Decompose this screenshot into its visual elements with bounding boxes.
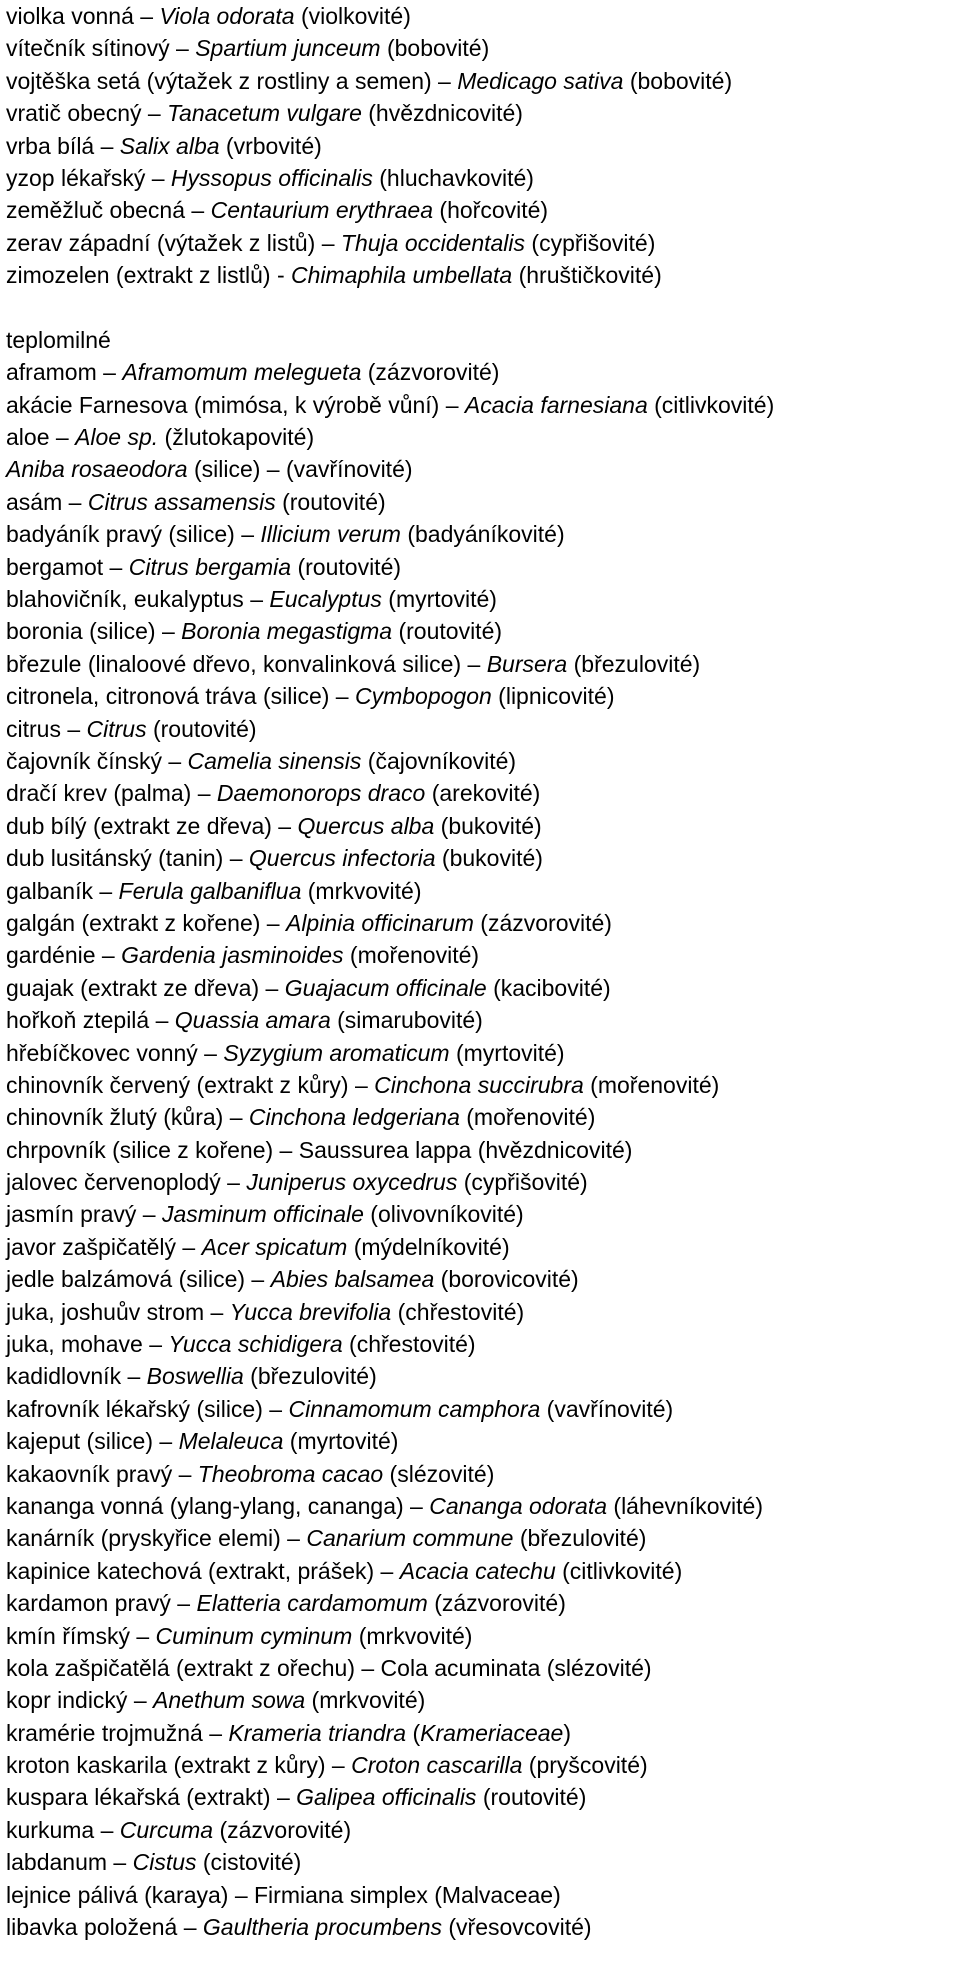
entry-text: jedle balzámová (silice) – — [6, 1266, 271, 1293]
latin-name: Quercus infectoria — [248, 845, 436, 872]
entry-text: (cistovité) — [196, 1849, 302, 1876]
entry-text: juka, mohave – — [6, 1331, 169, 1358]
entry-text: (slézovité) — [383, 1460, 495, 1487]
entry-text: blahovičník, eukalyptus – — [6, 586, 270, 613]
entry-text: kafrovník lékařský (silice) – — [6, 1395, 289, 1422]
list-item — [6, 1263, 956, 1295]
list-item — [6, 1814, 956, 1846]
list-item — [6, 1458, 956, 1490]
entry-text: bergamot – — [6, 553, 129, 580]
list-item — [6, 0, 956, 32]
latin-name: Citrus — [86, 715, 147, 742]
list-item — [6, 1231, 956, 1263]
list-item — [6, 648, 956, 680]
entry-text: březule (linaloové dřevo, konvalinková silice) – — [6, 650, 487, 677]
entry-text: (mořenovité) — [459, 1104, 596, 1131]
entry-text: ( — [406, 1719, 421, 1746]
entry-text: (zázvorovité) — [213, 1816, 352, 1843]
latin-name: Medicago sativa — [457, 67, 624, 94]
entry-text: (mořenovité) — [583, 1071, 720, 1098]
list-item — [6, 1101, 956, 1133]
list-item — [6, 907, 956, 939]
list-item — [6, 1490, 956, 1522]
latin-name: Acer spicatum — [201, 1233, 348, 1260]
latin-name: Cuminum cyminum — [155, 1622, 353, 1649]
latin-name: Centaurium erythraea — [210, 197, 434, 224]
list-item — [6, 1069, 956, 1101]
latin-name: Cananga odorata — [429, 1492, 608, 1519]
list-item — [6, 1166, 956, 1198]
entry-text: labdanum – — [6, 1849, 133, 1876]
entry-text: (routovité) — [291, 553, 402, 580]
list-item — [6, 1652, 956, 1684]
entry-text: kadidlovník – — [6, 1363, 147, 1390]
entry-text: kola zašpičatělá (extrakt z ořechu) – Cola acuminata (slézovité) — [6, 1654, 652, 1681]
entry-text: (borovicovité) — [434, 1266, 579, 1293]
list-item — [6, 777, 956, 809]
entry-text: akácie Farnesova (mimósa, k výrobě vůní) – — [6, 391, 465, 418]
entry-text: (citlivkovité) — [647, 391, 775, 418]
entry-text: kananga vonná (ylang-ylang, cananga) – — [6, 1492, 430, 1519]
entry-text: (zázvorovité) — [427, 1590, 566, 1617]
latin-name: Cinnamomum camphora — [288, 1395, 541, 1422]
latin-name: Jasminum officinale — [161, 1201, 364, 1228]
latin-name: Gardenia jasminoides — [121, 942, 344, 969]
entry-text: kanárník (pryskyřice elemi) – — [6, 1525, 307, 1552]
list-item — [6, 615, 956, 647]
entry-text: citrus – — [6, 715, 87, 742]
list-item — [6, 1393, 956, 1425]
entry-text: (citlivkovité) — [555, 1557, 683, 1584]
entry-text: chinovník žlutý (kůra) – — [6, 1104, 249, 1131]
entry-text: vojtěška setá (výtažek z rostliny a semen) – — [6, 67, 458, 94]
list-item — [6, 194, 956, 226]
list-item — [6, 583, 956, 615]
latin-name: Citrus assamensis — [87, 488, 276, 515]
list-item — [6, 810, 956, 842]
entry-text: kurkuma – — [6, 1816, 120, 1843]
entry-text: libavka položená – — [6, 1914, 203, 1941]
entry-text: zerav západní (výtažek z listů) – — [6, 229, 341, 256]
list-item — [6, 1004, 956, 1036]
entry-text: (bobovité) — [380, 35, 490, 62]
list-item — [6, 1879, 956, 1911]
entry-text: aframom – — [6, 359, 123, 386]
entry-text: hořkoň ztepilá – — [6, 1007, 175, 1034]
entry-text: (arekovité) — [425, 780, 541, 807]
latin-name: Aframomum melegueta — [122, 359, 362, 386]
list-item — [6, 1749, 956, 1781]
list-item — [6, 518, 956, 550]
entry-text: jalovec červenoplodý – — [6, 1169, 247, 1196]
entry-text: kajeput (silice) – — [6, 1428, 179, 1455]
entry-text: (březulovité) — [567, 650, 701, 677]
list-item — [6, 1781, 956, 1813]
entry-text: (myrtovité) — [283, 1428, 399, 1455]
latin-name: Anethum sowa — [153, 1687, 306, 1714]
entry-text: kroton kaskarila (extrakt z kůry) – — [6, 1752, 352, 1779]
entry-list-top — [6, 0, 956, 292]
entry-text: kakaovník pravý – — [6, 1460, 198, 1487]
entry-text: (vavřínovité) — [540, 1395, 674, 1422]
entry-text: gardénie – — [6, 942, 122, 969]
entry-text: (chřestovité) — [391, 1298, 525, 1325]
entry-text: juka, joshuův strom – — [6, 1298, 230, 1325]
list-item — [6, 389, 956, 421]
entry-text: (mrkvovité) — [301, 877, 422, 904]
latin-name: Yucca brevifolia — [229, 1298, 392, 1325]
entry-text: (olivovníkovité) — [363, 1201, 524, 1228]
list-item — [6, 1425, 956, 1457]
entry-text: dub bílý (extrakt ze dřeva) – — [6, 812, 298, 839]
entry-text: (mořenovité) — [343, 942, 480, 969]
entry-text: zeměžluč obecná – — [6, 197, 211, 224]
list-item — [6, 453, 956, 485]
entry-text: čajovník čínský – — [6, 747, 188, 774]
list-item — [6, 32, 956, 64]
entry-text: (bukovité) — [435, 845, 543, 872]
entry-text: (routovité) — [392, 618, 503, 645]
entry-text: (cypřišovité) — [525, 229, 656, 256]
entry-text: (mrkvovité) — [305, 1687, 426, 1714]
entry-text: chinovník červený (extrakt z kůry) – — [6, 1071, 375, 1098]
entry-text: galgán (extrakt z kořene) – — [6, 909, 286, 936]
latin-name: Cistus — [132, 1849, 197, 1876]
entry-text: (silice) – (vavřínovité) — [187, 456, 413, 483]
latin-name: Galipea officinalis — [296, 1784, 477, 1811]
list-item — [6, 1846, 956, 1878]
latin-name: Gaultheria procumbens — [202, 1914, 442, 1941]
latin-name: Guajacum officinale — [284, 974, 487, 1001]
entry-text: (pryšcovité) — [522, 1752, 648, 1779]
entry-text: ) — [563, 1719, 572, 1746]
latin-name: Aloe sp. — [75, 424, 159, 451]
latin-name: Boronia megastigma — [181, 618, 393, 645]
latin-name: Krameriaceae — [420, 1719, 564, 1746]
entry-text: vratič obecný – — [6, 100, 168, 127]
entry-text: (violkovité) — [294, 3, 411, 29]
latin-name: Croton cascarilla — [351, 1752, 523, 1779]
entry-text: violka vonná – — [6, 3, 160, 29]
entry-text: (hruštičkovité) — [512, 262, 662, 289]
latin-name: Yucca schidigera — [168, 1331, 343, 1358]
latin-name: Ferula galbaniflua — [118, 877, 302, 904]
latin-name: Melaleuca — [178, 1428, 284, 1455]
entry-list-teplomilne — [6, 356, 956, 1943]
list-item — [6, 1717, 956, 1749]
list-item — [6, 97, 956, 129]
latin-name: Theobroma cacao — [197, 1460, 384, 1487]
latin-name: Viola odorata — [159, 3, 295, 29]
entry-text: (cypřišovité) — [457, 1169, 588, 1196]
entry-text: (žlutokapovité) — [158, 424, 315, 451]
entry-text: jasmín pravý – — [6, 1201, 162, 1228]
list-item — [6, 680, 956, 712]
list-item — [6, 1134, 956, 1166]
entry-text: (zázvorovité) — [361, 359, 500, 386]
list-item — [6, 1360, 956, 1392]
latin-name: Cymbopogon — [354, 683, 492, 710]
latin-name: Camelia sinensis — [187, 747, 362, 774]
entry-text: galbaník – — [6, 877, 119, 904]
latin-name: Tanacetum vulgare — [167, 100, 362, 127]
entry-text: dračí krev (palma) – — [6, 780, 217, 807]
latin-name: Elatteria cardamomum — [196, 1590, 428, 1617]
list-item — [6, 713, 956, 745]
entry-text: guajak (extrakt ze dřeva) – — [6, 974, 285, 1001]
entry-text: (lipnicovité) — [491, 683, 615, 710]
entry-text: (vřesovcovité) — [442, 1914, 592, 1941]
list-item — [6, 1198, 956, 1230]
entry-text: (mrkvovité) — [352, 1622, 473, 1649]
latin-name: Thuja occidentalis — [340, 229, 526, 256]
list-item — [6, 1296, 956, 1328]
entry-text: kapinice katechová (extrakt, prášek) – — [6, 1557, 400, 1584]
latin-name: Salix alba — [119, 132, 220, 159]
latin-name: Aniba rosaeodora — [6, 456, 188, 483]
latin-name: Syzygium aromaticum — [223, 1039, 450, 1066]
entry-text: (březulovité) — [513, 1525, 647, 1552]
list-item — [6, 356, 956, 388]
latin-name: Chimaphila umbellata — [291, 262, 513, 289]
entry-text: chrpovník (silice z kořene) – Saussurea lappa (hvězdnicovité) — [6, 1136, 633, 1163]
entry-text: kuspara lékařská (extrakt) – — [6, 1784, 297, 1811]
list-item — [6, 1328, 956, 1360]
latin-name: Quercus alba — [297, 812, 435, 839]
entry-text: badyáník pravý (silice) – — [6, 521, 261, 548]
latin-name: Acacia farnesiana — [464, 391, 648, 418]
list-item — [6, 65, 956, 97]
list-item — [6, 842, 956, 874]
list-item — [6, 130, 956, 162]
entry-text: (zázvorovité) — [473, 909, 612, 936]
list-item — [6, 1620, 956, 1652]
entry-text: (bukovité) — [434, 812, 542, 839]
entry-text: (mýdelníkovité) — [347, 1233, 510, 1260]
entry-text: kopr indický – — [6, 1687, 154, 1714]
latin-name: Daemonorops draco — [216, 780, 426, 807]
entry-text: (čajovníkovité) — [361, 747, 517, 774]
entry-text: lejnice pálivá (karaya) – Firmiana simplex (Malvaceae) — [6, 1881, 561, 1908]
list-item — [6, 875, 956, 907]
entry-text: kardamon pravý – — [6, 1590, 197, 1617]
blank-line — [6, 292, 956, 324]
list-item — [6, 1587, 956, 1619]
list-item — [6, 972, 956, 1004]
latin-name: Abies balsamea — [270, 1266, 435, 1293]
latin-name: Curcuma — [119, 1816, 214, 1843]
list-item — [6, 1522, 956, 1554]
entry-text: hřebíčkovec vonný – — [6, 1039, 224, 1066]
entry-text: kmín římský – — [6, 1622, 156, 1649]
list-item — [6, 486, 956, 518]
entry-text: vrba bílá – — [6, 132, 120, 159]
entry-text: (hořcovité) — [433, 197, 549, 224]
list-item — [6, 1684, 956, 1716]
entry-text: aloe – — [6, 424, 76, 451]
latin-name: Quassia amara — [174, 1007, 331, 1034]
list-item — [6, 551, 956, 583]
latin-name: Canarium commune — [306, 1525, 514, 1552]
entry-text: (kacibovité) — [486, 974, 611, 1001]
entry-text: dub lusitánský (tanin) – — [6, 845, 249, 872]
entry-text: (hvězdnicovité) — [361, 100, 523, 127]
entry-text: (routovité) — [476, 1784, 587, 1811]
latin-name: Acacia catechu — [399, 1557, 556, 1584]
latin-name: Alpinia officinarum — [285, 909, 474, 936]
entry-text: (routovité) — [275, 488, 386, 515]
entry-text: javor zašpičatělý – — [6, 1233, 202, 1260]
entry-text: (březulovité) — [243, 1363, 377, 1390]
entry-text: (simarubovité) — [330, 1007, 483, 1034]
entry-text: (chřestovité) — [342, 1331, 476, 1358]
entry-text: citronela, citronová tráva (silice) – — [6, 683, 355, 710]
list-item — [6, 1037, 956, 1069]
entry-text: asám – — [6, 488, 88, 515]
entry-text: boronia (silice) – — [6, 618, 182, 645]
list-item — [6, 162, 956, 194]
entry-text: yzop lékařský – — [6, 164, 171, 191]
latin-name: Hyssopus officinalis — [170, 164, 373, 191]
entry-text: (badyáníkovité) — [400, 521, 565, 548]
latin-name: Cinchona succirubra — [374, 1071, 584, 1098]
latin-name: Spartium junceum — [195, 35, 381, 62]
latin-name: Krameria triandra — [228, 1719, 407, 1746]
entry-text: (vrbovité) — [219, 132, 322, 159]
entry-text: (myrtovité) — [381, 586, 497, 613]
list-item — [6, 227, 956, 259]
latin-name: Cinchona ledgeriana — [248, 1104, 460, 1131]
entry-text: zimozelen (extrakt z listlů) - — [6, 262, 292, 289]
latin-name: Illicium verum — [260, 521, 401, 548]
list-item — [6, 1555, 956, 1587]
latin-name: Bursera — [486, 650, 568, 677]
section-heading: teplomilné — [6, 326, 111, 353]
latin-name: Eucalyptus — [269, 586, 382, 613]
latin-name: Juniperus oxycedrus — [246, 1169, 458, 1196]
entry-text: (láhevníkovité) — [607, 1492, 763, 1519]
list-item — [6, 939, 956, 971]
entry-text: (myrtovité) — [449, 1039, 565, 1066]
list-item — [6, 421, 956, 453]
document-page — [6, 0, 956, 1943]
list-item — [6, 745, 956, 777]
entry-text: kramérie trojmužná – — [6, 1719, 229, 1746]
latin-name: Citrus bergamia — [128, 553, 292, 580]
entry-text: (bobovité) — [623, 67, 733, 94]
latin-name: Boswellia — [146, 1363, 244, 1390]
entry-text: (hluchavkovité) — [372, 164, 534, 191]
entry-text: vítečník sítinový – — [6, 35, 196, 62]
list-item — [6, 259, 956, 291]
entry-text: (routovité) — [146, 715, 257, 742]
list-item — [6, 1911, 956, 1943]
